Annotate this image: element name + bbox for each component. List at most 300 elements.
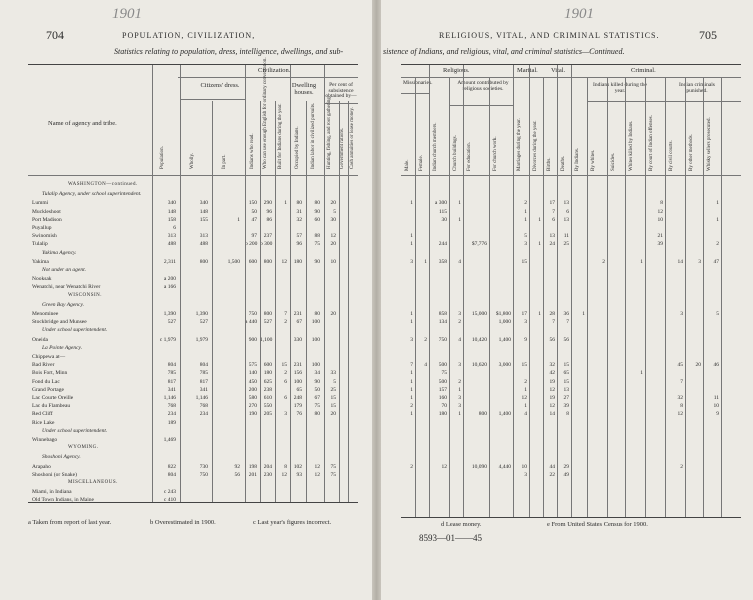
- cell-value: 5: [524, 233, 527, 240]
- table-row: [28, 336, 358, 344]
- cell-value: 15: [521, 362, 527, 369]
- table-row: [28, 479, 358, 487]
- cell-value: 67: [314, 395, 320, 401]
- cell-value: 2: [284, 319, 287, 326]
- cell-value: 800: [263, 311, 272, 317]
- tribe-name: Port Madison: [32, 216, 62, 223]
- cell-value: 527: [263, 319, 272, 326]
- column-header: By whites.: [591, 149, 596, 171]
- cell-value: 290: [263, 200, 272, 207]
- cell-value: 75: [314, 403, 320, 410]
- cell-value: 100: [311, 319, 320, 326]
- table-row: [28, 453, 358, 461]
- table-row: [28, 386, 358, 394]
- cell-value: 2: [410, 463, 413, 470]
- cell-value: 900: [248, 336, 257, 343]
- tribe-name: Tulalip: [32, 241, 48, 248]
- column-header: By Indians.: [575, 147, 580, 171]
- cell-value: 25: [330, 386, 336, 393]
- cell-value: 6: [284, 395, 287, 401]
- column-header: Indian church members.: [433, 122, 438, 171]
- cell-value: 93: [296, 471, 302, 478]
- cell-value: 2: [680, 463, 683, 470]
- table-row: [28, 199, 358, 207]
- handwritten-year: 1901: [112, 6, 142, 22]
- cell-value: 56: [563, 336, 569, 343]
- cell-value: 3: [458, 362, 461, 369]
- cell-value: 1,100: [260, 336, 273, 343]
- cell-value: 20: [330, 311, 336, 317]
- cell-value: 15: [330, 395, 336, 401]
- table-row: [28, 275, 358, 283]
- tribe-name: Muckleshoot: [32, 208, 61, 215]
- cell-value: 488: [199, 241, 208, 248]
- cell-value: 1,146: [163, 395, 176, 401]
- cell-value: 3: [524, 241, 527, 248]
- tribe-name: Oneida: [32, 336, 48, 343]
- cell-value: 32: [549, 362, 555, 369]
- header-wholly: Wholly.: [190, 153, 195, 169]
- column-header: Whites killed by Indians.: [629, 120, 634, 171]
- cell-value: 4: [524, 411, 527, 418]
- column-header: Divorces during the year.: [533, 120, 538, 171]
- cell-value: 1: [716, 216, 719, 223]
- cell-value: 625: [263, 378, 272, 385]
- cell-value: 1: [538, 216, 541, 223]
- cell-value: 450: [248, 378, 257, 385]
- cell-value: 1: [410, 233, 413, 240]
- cell-value: 1: [410, 319, 413, 326]
- column-header: By other methods.: [689, 134, 694, 171]
- column-header: Female.: [419, 155, 424, 171]
- cell-value: 8: [566, 411, 569, 418]
- tribe-name: Nooksak: [32, 276, 52, 283]
- cell-value: 3: [524, 471, 527, 478]
- header-read-english: Who can use enough English for ordinary conversation.: [263, 57, 268, 169]
- cell-value: 190: [248, 411, 257, 418]
- cell-value: 148: [199, 208, 208, 215]
- cell-value: 2: [524, 378, 527, 385]
- tribe-name: Arapaho: [32, 463, 51, 470]
- tribe-name: Lac du Flambeau: [32, 403, 71, 410]
- tribe-name: WASHINGTON—continued.: [68, 182, 138, 187]
- cell-value: 140: [248, 370, 257, 377]
- cell-value: c 410: [163, 497, 176, 504]
- table-row: [28, 419, 358, 427]
- cell-value: 1: [410, 378, 413, 385]
- header-religious: Religious.: [443, 67, 470, 74]
- header-marital: Marital.: [517, 67, 538, 74]
- cell-value: 858: [438, 311, 447, 317]
- cell-value: $1,800: [495, 311, 511, 317]
- cell-value: 1: [716, 200, 719, 207]
- cell-value: 2: [410, 403, 413, 410]
- cell-value: 50: [314, 386, 320, 393]
- cell-value: 234: [167, 411, 176, 418]
- cell-value: 20: [330, 200, 336, 207]
- header-subsistence: Per cent of subsistence obtained by—: [325, 82, 357, 99]
- tribe-name: Shoshoni Agency.: [42, 454, 81, 461]
- cell-value: 3,000: [498, 362, 511, 369]
- cell-value: 600: [248, 258, 257, 265]
- cell-value: 6: [284, 378, 287, 385]
- cell-value: 5: [333, 208, 336, 215]
- tribe-name: Stockbridge and Munsee: [32, 319, 87, 326]
- cell-value: 4: [458, 336, 461, 343]
- cell-value: 7: [410, 362, 413, 369]
- cell-value: 90: [314, 208, 320, 215]
- cell-value: 3: [458, 403, 461, 410]
- tribe-name: Lac Courte Oreille: [32, 395, 74, 401]
- cell-value: $7,776: [471, 241, 487, 248]
- cell-value: 180: [438, 411, 447, 418]
- cell-value: 822: [167, 463, 176, 470]
- cell-value: 49: [563, 471, 569, 478]
- handwritten-year: 1901: [564, 6, 594, 22]
- cell-value: 13: [563, 216, 569, 223]
- cell-value: 6: [566, 208, 569, 215]
- table-row: [28, 369, 358, 377]
- cell-value: 340: [167, 200, 176, 207]
- cell-value: 13: [549, 233, 555, 240]
- cell-value: 65: [296, 386, 302, 393]
- cell-value: 768: [199, 403, 208, 410]
- cell-value: 10,620: [471, 362, 487, 369]
- table-row: [28, 249, 358, 257]
- cell-value: 34: [314, 370, 320, 377]
- header-in-part: In part.: [222, 154, 227, 169]
- cell-value: 148: [167, 208, 176, 215]
- cell-value: 3: [524, 319, 527, 326]
- column-header: By civil courts.: [669, 140, 674, 171]
- column-header: Suicides.: [611, 152, 616, 171]
- cell-value: 189: [167, 419, 176, 426]
- cell-value: 12: [677, 411, 683, 418]
- cell-value: 1: [410, 200, 413, 207]
- cell-value: 550: [263, 403, 272, 410]
- table-row: [28, 292, 358, 300]
- tribe-name: Bad River: [32, 362, 55, 369]
- cell-value: 67: [296, 319, 302, 326]
- cell-value: 8: [284, 463, 287, 470]
- table-row: [28, 258, 358, 266]
- page-number: 704: [46, 28, 64, 42]
- cell-value: 1: [410, 411, 413, 418]
- header-amount: Amount contributed by religious societies.: [457, 80, 509, 92]
- cell-value: 12: [281, 258, 287, 265]
- cell-value: b 300: [260, 241, 273, 248]
- tribe-name: Swinomish: [32, 233, 57, 240]
- cell-value: 90: [314, 258, 320, 265]
- table-row: [28, 181, 358, 189]
- table-row: [28, 190, 358, 198]
- cell-value: 29: [563, 463, 569, 470]
- tribe-name: Tulalip Agency, under school superintendent.: [42, 191, 142, 198]
- cell-value: 1: [410, 311, 413, 317]
- table-row: [28, 463, 358, 471]
- tribe-name: Lummi: [32, 200, 49, 207]
- cell-value: 102: [293, 463, 302, 470]
- cell-value: 500: [438, 378, 447, 385]
- cell-value: 2: [716, 241, 719, 248]
- cell-value: 1: [524, 386, 527, 393]
- header-criminal: Criminal.: [631, 67, 656, 74]
- table-row: [28, 378, 358, 386]
- cell-value: 80: [314, 311, 320, 317]
- cell-value: 179: [293, 403, 302, 410]
- header-rule: [28, 175, 358, 176]
- cell-value: 11: [563, 233, 569, 240]
- cell-value: 3: [410, 336, 413, 343]
- tribe-name: Shoshoni (or Snake): [32, 471, 77, 478]
- cell-value: 1: [458, 216, 461, 223]
- cell-value: 97: [251, 233, 257, 240]
- running-title: POPULATION, CIVILIZATION,: [122, 31, 256, 40]
- table-row: [28, 266, 358, 274]
- cell-value: 231: [293, 362, 302, 369]
- cell-value: 198: [248, 463, 257, 470]
- table-row: [28, 410, 358, 418]
- header-cash-annuities: Cash annuities or lease money.: [350, 107, 355, 169]
- cell-value: 27: [563, 395, 569, 401]
- cell-value: 1: [458, 200, 461, 207]
- cell-value: 56: [549, 336, 555, 343]
- cell-value: 1,390: [195, 311, 208, 317]
- cell-value: 17: [521, 311, 527, 317]
- table-row: [28, 310, 358, 318]
- cell-value: 7: [552, 319, 555, 326]
- cell-value: 10: [521, 463, 527, 470]
- cell-value: 57: [296, 233, 302, 240]
- running-title: RELIGIOUS, VITAL, AND CRIMINAL STATISTICS.: [439, 31, 660, 40]
- header-civilization: Civilization.: [258, 67, 291, 74]
- cell-value: 10: [713, 403, 719, 410]
- cell-value: 3: [458, 395, 461, 401]
- cell-value: 42: [549, 370, 555, 377]
- cell-value: 500: [438, 362, 447, 369]
- tribe-name: Rice Lake: [32, 419, 55, 426]
- cell-value: 156: [293, 370, 302, 377]
- cell-value: 580: [248, 395, 257, 401]
- cell-value: 7: [552, 208, 555, 215]
- cell-value: 158: [167, 216, 176, 223]
- cell-value: 60: [314, 216, 320, 223]
- cell-value: 25: [563, 241, 569, 248]
- cell-value: 1,400: [498, 411, 511, 418]
- cell-value: 248: [293, 395, 302, 401]
- cell-value: 8: [660, 200, 663, 207]
- cell-value: 1,400: [498, 336, 511, 343]
- table-row: [28, 224, 358, 232]
- table-row: [28, 394, 358, 402]
- tribe-name: Menominee: [32, 311, 59, 317]
- footnote-d: d Lease money.: [441, 521, 482, 528]
- cell-value: 237: [263, 233, 272, 240]
- cell-value: 1,146: [195, 395, 208, 401]
- cell-value: 12: [549, 386, 555, 393]
- cell-value: 80: [314, 411, 320, 418]
- cell-value: 3: [698, 258, 701, 265]
- cell-value: 1: [410, 241, 413, 248]
- footnote-b: b Overestimated in 1900.: [150, 519, 216, 526]
- cell-value: 12: [441, 463, 447, 470]
- cell-value: 1: [640, 258, 643, 265]
- cell-value: 12: [281, 471, 287, 478]
- table-row: [28, 444, 358, 452]
- cell-value: 39: [563, 403, 569, 410]
- cell-value: 44: [549, 463, 555, 470]
- cell-value: 12: [657, 208, 663, 215]
- cell-value: 92: [234, 463, 240, 470]
- cell-value: 7: [566, 319, 569, 326]
- cell-value: 1: [237, 216, 240, 223]
- cell-value: 75: [330, 463, 336, 470]
- cell-value: 238: [263, 386, 272, 393]
- page-subtitle: sistence of Indians, and religious, vital, and criminal statistics—Continued.: [383, 47, 625, 56]
- cell-value: 10: [330, 258, 336, 265]
- cell-value: 32: [677, 395, 683, 401]
- cell-value: 75: [330, 471, 336, 478]
- cell-value: 2,311: [163, 258, 176, 265]
- right-page: [381, 0, 753, 600]
- table-row: [28, 301, 358, 309]
- table-row: [28, 240, 358, 248]
- cell-value: 231: [293, 311, 302, 317]
- footnote-a: a Taken from report of last year.: [28, 519, 112, 526]
- cell-value: 600: [263, 362, 272, 369]
- cell-value: 75: [441, 370, 447, 377]
- cell-value: 100: [293, 378, 302, 385]
- cell-value: 47: [713, 258, 719, 265]
- cell-value: 24: [549, 241, 555, 248]
- table-row: [28, 344, 358, 352]
- cell-value: 70: [441, 403, 447, 410]
- tribe-name: Under school superintendent.: [42, 327, 108, 334]
- tribe-name: Chippewa at—: [32, 354, 66, 360]
- cell-value: 1: [410, 395, 413, 401]
- cell-value: 1: [538, 241, 541, 248]
- cell-value: 313: [199, 233, 208, 240]
- page-number: 705: [699, 28, 717, 42]
- cell-value: 804: [167, 471, 176, 478]
- cell-value: 39: [657, 241, 663, 248]
- header-vital: Vital.: [551, 67, 566, 74]
- cell-value: 2: [284, 370, 287, 377]
- cell-value: 100: [311, 336, 320, 343]
- header-name: Name of agency and tribe.: [48, 120, 117, 127]
- cell-value: 65: [563, 370, 569, 377]
- cell-value: 32: [296, 216, 302, 223]
- tribe-name: WYOMING.: [68, 445, 99, 451]
- cell-value: 28: [549, 311, 555, 317]
- header-civilized-pursuits: Indian labor in civilized pursuits.: [311, 102, 316, 169]
- table-row: [28, 318, 358, 326]
- cell-value: 750: [438, 336, 447, 343]
- cell-value: 1: [524, 216, 527, 223]
- cell-value: 358: [438, 258, 447, 265]
- column-header: For education.: [467, 142, 472, 171]
- cell-value: 800: [263, 258, 272, 265]
- cell-value: 15: [563, 378, 569, 385]
- cell-value: 800: [199, 258, 208, 265]
- cell-value: 3: [410, 258, 413, 265]
- cell-value: 527: [167, 319, 176, 326]
- column-header: Marriages during the year.: [517, 118, 522, 171]
- header-government-rations: Government rations.: [340, 127, 345, 169]
- tribe-name: Grand Portage: [32, 386, 64, 393]
- cell-value: 134: [438, 319, 447, 326]
- column-header: Births.: [547, 157, 552, 171]
- cell-value: 800: [478, 411, 487, 418]
- cell-value: 313: [167, 233, 176, 240]
- cell-value: 204: [263, 463, 272, 470]
- cell-value: 180: [263, 370, 272, 377]
- cell-value: 730: [199, 463, 208, 470]
- cell-value: 610: [263, 395, 272, 401]
- cell-value: 150: [248, 200, 257, 207]
- cell-value: 56: [234, 471, 240, 478]
- table-row: [28, 232, 358, 240]
- cell-value: 341: [199, 386, 208, 393]
- tribe-name: Miami, in Indiana: [32, 489, 72, 496]
- cell-value: 13: [563, 200, 569, 207]
- footnote-e: e From United States Census for 1900.: [547, 521, 648, 528]
- cell-value: a 200: [163, 276, 176, 283]
- tribe-name: Not under an agent.: [42, 267, 86, 273]
- tribe-name: Wenatchi, near Wenatchi River: [32, 284, 101, 291]
- cell-value: 1: [524, 208, 527, 215]
- cell-value: 4,440: [498, 463, 511, 470]
- cell-value: 10,090: [471, 463, 487, 470]
- cell-value: 19: [549, 395, 555, 401]
- cell-value: c 243: [163, 489, 176, 496]
- cell-value: 1: [284, 200, 287, 207]
- cell-value: a 440: [245, 319, 258, 326]
- cell-value: 2: [524, 200, 527, 207]
- cell-value: 804: [167, 362, 176, 369]
- table-row: [28, 496, 358, 504]
- table-row: [28, 216, 358, 224]
- cell-value: 2: [458, 378, 461, 385]
- cell-value: 12: [549, 403, 555, 410]
- tribe-name: Red Cliff: [32, 411, 53, 418]
- cell-value: 6: [173, 225, 176, 231]
- cell-value: 19: [549, 378, 555, 385]
- cell-value: 3: [680, 311, 683, 317]
- cell-value: 96: [296, 241, 302, 248]
- page-subtitle: Statistics relating to population, dress, intelligence, dwellings, and sub-: [114, 47, 344, 56]
- cell-value: 527: [199, 319, 208, 326]
- tribe-name: Winnebago: [32, 437, 58, 443]
- cell-value: 45: [677, 362, 683, 369]
- cell-value: 1: [424, 258, 427, 265]
- header-who-read: Indians who read.: [250, 133, 255, 169]
- cell-value: 270: [248, 403, 257, 410]
- tribe-name: Yakima: [32, 258, 49, 265]
- cell-value: 785: [167, 370, 176, 377]
- column-header: Deaths.: [561, 155, 566, 171]
- cell-value: 200: [248, 386, 257, 393]
- table-row: [28, 471, 358, 479]
- table-row: [28, 436, 358, 444]
- cell-value: 100: [311, 362, 320, 369]
- cell-value: 9: [716, 411, 719, 418]
- column-header: By court of Indian offenses.: [649, 115, 654, 171]
- cell-value: 817: [199, 378, 208, 385]
- cell-value: 36: [563, 311, 569, 317]
- cell-value: a 166: [163, 284, 176, 291]
- header-killed: Indians killed during the year.: [593, 82, 647, 94]
